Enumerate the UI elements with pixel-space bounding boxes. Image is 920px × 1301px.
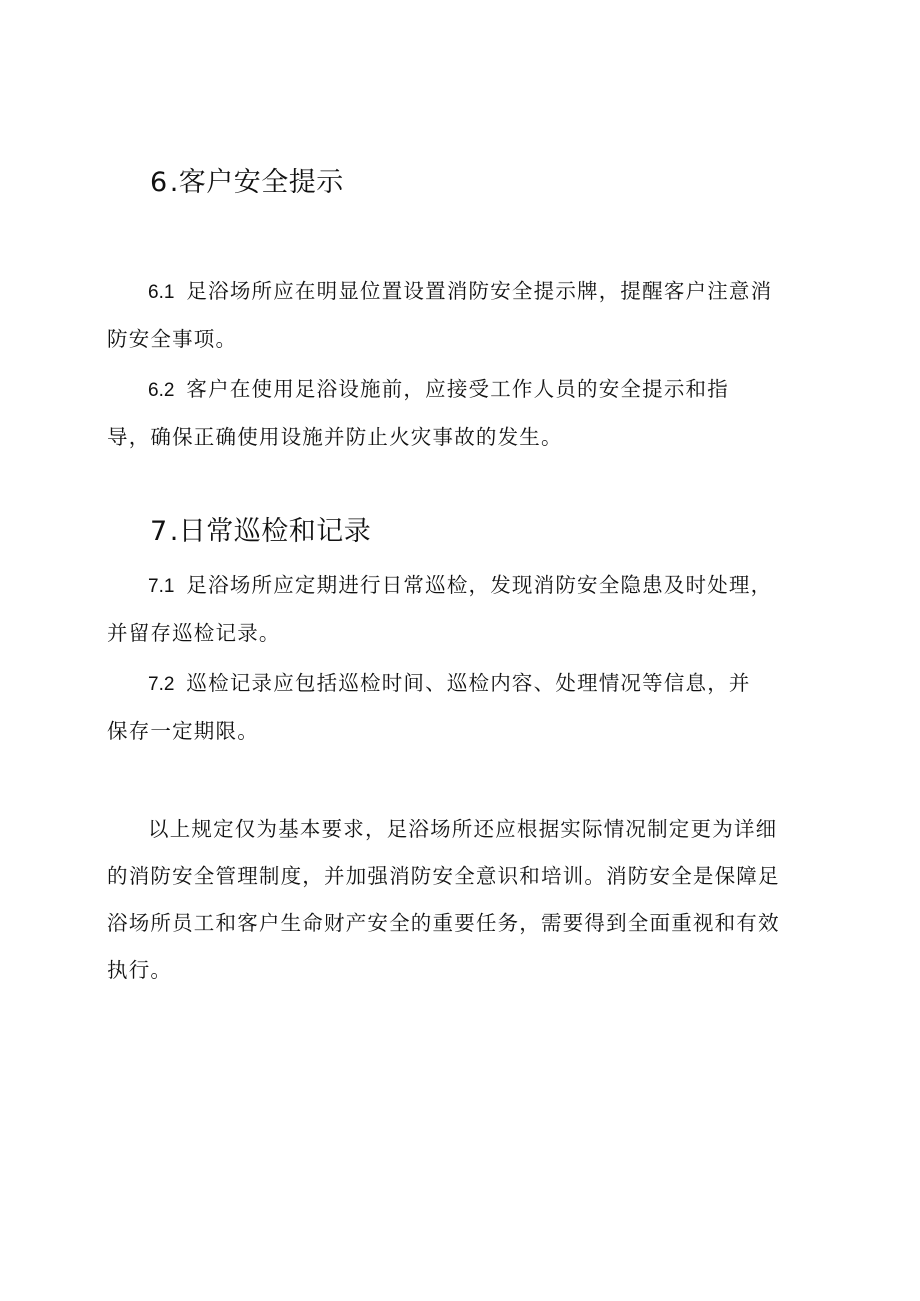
clause-7-1-line-2: 并留存巡检记录。 (107, 621, 281, 645)
clause-6-2-number: 6.2 (148, 380, 175, 401)
clause-6-1-text-1: 足浴场所应在明显位置设置消防安全提示牌，提醒客户注意消 (186, 279, 773, 303)
clause-6-2-line-1 (107, 366, 827, 414)
section-6-title: .客户安全提示 (169, 167, 344, 198)
clause-6-1-line-2: 防安全事项。 (107, 327, 238, 351)
conclusion-line-1: 以上规定仅为基本要求，足浴场所还应根据实际情况制定更为详细 (148, 817, 778, 841)
conclusion-paragraph (107, 806, 827, 994)
conclusion-line-2: 的消防安全管理制度，并加强消防安全意识和培训。消防安全是保障足 (107, 864, 780, 888)
clause-6-1 (107, 268, 827, 363)
clause-7-2-line-1 (107, 660, 827, 708)
conclusion-line-3: 浴场所员工和客户生命财产安全的重要任务，需要得到全面重视和有效 (107, 911, 780, 935)
clause-6-2-text-1: 客户在使用足浴设施前，应接受工作人员的安全提示和指 (186, 377, 729, 401)
clause-7-1 (107, 562, 827, 657)
section-6-number: 6 (150, 167, 168, 198)
clause-6-1-number: 6.1 (148, 282, 175, 303)
clause-7-1-text-1: 足浴场所应定期进行日常巡检，发现消防安全隐患及时处理， (186, 573, 773, 597)
clause-7-2-line-2: 保存一定期限。 (107, 719, 259, 743)
clause-6-1-line-1 (107, 268, 827, 316)
section-6-heading (150, 166, 344, 200)
section-7-title: .日常巡检和记录 (169, 516, 372, 547)
conclusion-line-4: 执行。 (107, 958, 173, 982)
clause-7-1-line-1 (107, 562, 827, 610)
section-7-heading (150, 515, 371, 549)
clause-7-2 (107, 660, 827, 755)
clause-7-2-number: 7.2 (148, 674, 175, 695)
section-7-number: 7 (150, 516, 168, 547)
clause-6-2 (107, 366, 827, 461)
clause-7-1-number: 7.1 (148, 576, 175, 597)
clause-6-2-line-2: 导，确保正确使用设施并防止火灾事故的发生。 (107, 425, 563, 449)
clause-7-2-text-1: 巡检记录应包括巡检时间、巡检内容、处理情况等信息，并 (186, 671, 751, 695)
